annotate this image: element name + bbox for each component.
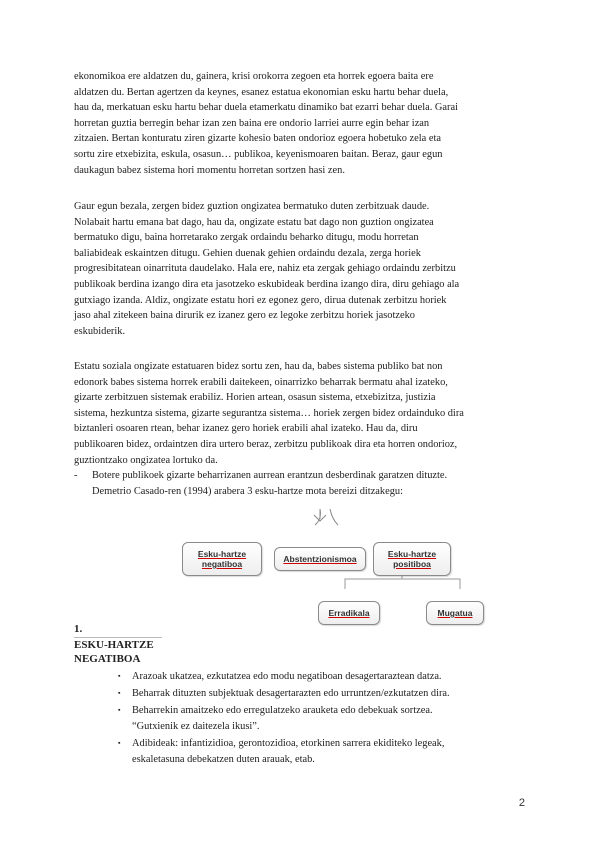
text-line: gutxiago izanda. Aldiz, ongizate estatu hori ez egonez gero, dirua dutenak zerbitzu horiek <box>74 294 447 306</box>
text-line: zitzaien. Bertan konturatu ziren gizarte kohesio baten ondorioz egoera hobetuko zela eta <box>74 133 441 145</box>
text-line: eskubiderik. <box>74 325 126 337</box>
bullet-item <box>132 703 528 734</box>
box-label: Erradikala <box>328 608 370 618</box>
text-line: Botere publikoek gizarte beharrizanen aurrean erantzun desberdinak garatzen dituzte. <box>92 470 448 481</box>
text-line: jaso ahal zitekeen baina dirurik ez izanez gero ez legoke zerbitzu horiek jasotzeko <box>74 310 415 322</box>
heading-line-1: ESKU-HARTZE <box>74 639 154 651</box>
paragraph-2 <box>74 199 528 339</box>
heading-line-2: NEGATIBOA <box>74 653 141 665</box>
text-line: “Gutxienik ez daitezela ikusi”. <box>132 720 260 732</box>
paragraph-1 <box>74 69 528 178</box>
text-line: aldatzen du. Bertan agertzen da keynes, esanez estatua ekonomian esku hartu behar duela, <box>74 86 449 98</box>
negative-intervention-box <box>182 542 262 576</box>
dash-item <box>92 468 528 499</box>
text-line: baliabideak eskaintzen ditugu. Gehien duenak gehien ordaindu dezala, zerga horiek <box>74 247 421 259</box>
abstention-box <box>274 547 366 571</box>
box-label: Esku-hartze <box>387 549 437 559</box>
bullet-item <box>132 686 528 702</box>
dash-marker: - <box>74 470 78 481</box>
page-number: 2 <box>518 797 525 809</box>
text-line: sortu zire etxebizita, eskula, osasun… publikoa, keyenismoaren baitan. Beraz, gaur egun <box>74 148 443 160</box>
section-heading <box>74 622 162 666</box>
bullet-item <box>132 736 528 767</box>
text-line: eskaletasuna debekatzen duten arauak, etab. <box>132 753 315 765</box>
box-label: negatiboa <box>201 559 243 569</box>
text-line: progresibitatean oinarrituta daudelako. Hala ere, nahiz eta zergak gehiago ordaindu zerbitzu <box>74 263 456 275</box>
text-line: ekonomikoa ere aldatzen du, gainera, krisi orokorra zegoen eta horrek egoera baita ere <box>74 71 434 82</box>
box-label: Abstentzionismoa <box>283 554 357 564</box>
bullet-item <box>132 669 528 685</box>
text-line: guztiontzako ongizatea lortuko da. <box>74 454 218 466</box>
bullet-marker: ▪ <box>118 739 121 747</box>
text-line: sistema, hezkuntza sistema, gizarte segurantza sistema… horiek zergen bidez ordainduko dira <box>74 407 464 419</box>
text-line: Beharrak dituzten subjektuak desagertarazten edo urruntzen/ezkutatzen dira. <box>132 688 450 699</box>
text-line: edonork babes sistema horrek erabili daitekeen, oinarrizko beharrak bermatu ahal izateko, <box>74 376 448 388</box>
box-label: Mugatua <box>437 608 473 618</box>
box-label: positiboa <box>393 559 431 569</box>
intervention-diagram <box>170 507 530 632</box>
text-line: horretan guztia berregin behar izan zen baina ere ondorio larriei aurre egin behar izan <box>74 117 430 129</box>
text-line: daukagun babez sistema hori momentu horretan sortzen hasi zen. <box>74 164 345 176</box>
paragraph-3 <box>74 359 528 468</box>
text-line: bermatuko digu, baina horretarako zergak ordaindu beharko ditugu, modu horretan <box>74 232 419 244</box>
positive-intervention-box <box>373 542 451 576</box>
text-line: gizarte zerbitzuen sistemak erabiliz. Horien artean, osasun sistema, etxebizitza, justizia <box>74 392 436 404</box>
bullet-marker: ▪ <box>118 672 121 680</box>
text-line: Estatu soziala ongizate estatuaren bidez sortu zen, hau da, babes sistema publiko bat non <box>74 361 443 372</box>
text-line: Arazoak ukatzea, ezkutatzea edo modu negatiboan desagertaraztean datza. <box>132 671 442 682</box>
heading-number: 1. <box>74 623 83 635</box>
text-line: publikoak berdina izango dira eta jasotzeko eskubideak berdina izango dira, diru gehiago ala <box>74 278 460 290</box>
moderate-box <box>426 601 484 625</box>
text-line: hau da, merkatuan esku hartu behar duela etamerkatu dinamiko bat ezarri behar duela. Garai <box>74 102 458 114</box>
text-line: Gaur egun bezala, zergen bidez guztion ongizatea bermatuko duten zerbitzuak daude. <box>74 201 430 212</box>
text-line: Adibideak: infantizidioa, gerontozidioa, etorkinen sarrera ekiditeko legeak, <box>132 738 445 749</box>
bullet-marker: ▪ <box>118 689 121 697</box>
text-line: Nolabait hartu emana bat dago, hau da, ongizate estatu bat dago non guztion ongizatea <box>74 216 434 228</box>
text-line: Demetrio Casado-ren (1994) arabera 3 esku-hartze mota bereizi ditzakegu: <box>92 485 403 497</box>
box-label: Esku-hartze <box>197 549 247 559</box>
text-line: Beharrekin amaitzeko edo erregulatzeko arauketa edo debekuak sortzea. <box>132 705 433 716</box>
bullet-marker: ▪ <box>118 706 121 714</box>
radical-box <box>318 601 380 625</box>
text-line: publikoaren bidez, ordaintzen dira urtero beraz, zerbitzu publikoak dira eta horren ondorioz, <box>74 438 458 450</box>
text-line: biztanleri osoaren rtean, behar izanez gero horiek erabili ahal izateko. Hau da, diru <box>74 423 418 435</box>
